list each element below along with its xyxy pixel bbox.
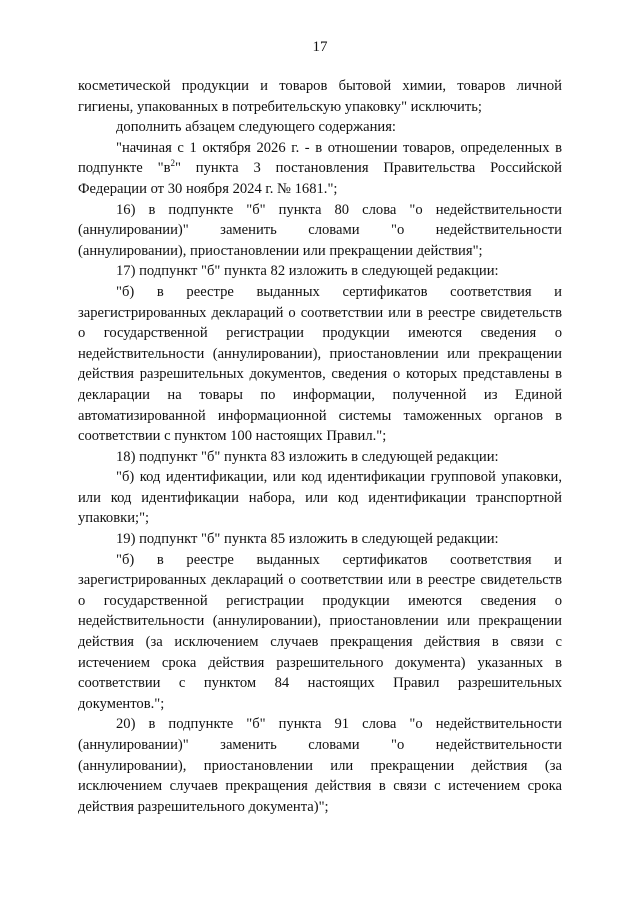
paragraph-5: 17) подпункт "б" пункта 82 изложить в следующей редакции: <box>116 263 499 280</box>
paragraph-7: 18) подпункт "б" пункта 83 изложить в следующей редакции: <box>116 448 499 465</box>
paragraph-11: 20) в подпункте "б" пункта 91 слова "о недействительности (аннулировании)" заменить словами "о недействительности (аннулировании), приостановлении или прекращении действия (за исключением случаев прекращения действия в связи с истечением срока действия разрешительного документа)"; <box>78 716 562 815</box>
superscript-2: 2 <box>170 158 175 169</box>
paragraph-10: "б) в реестре выданных сертификатов соответствия и зарегистрированных деклараций о соответствии или в реестре свидетельств о государственной регистрации продукции имеются сведения о недействительности (аннулировании), приостановлении или прекращении действия (за исключением случаев прекращения действия в связи с истечением срока действия разрешительного документа) указанных в соответствии с пунктом 84 настоящих Правил разрешительных документов."; <box>78 551 562 712</box>
paragraph-8: "б) код идентификации, или код идентификации групповой упаковки, или код идентификации набора, или код идентификации транспортной упаковки;"; <box>78 469 562 527</box>
paragraph-9: 19) подпункт "б" пункта 85 изложить в следующей редакции: <box>116 531 499 548</box>
document-body <box>78 76 562 817</box>
paragraph-1: косметической продукции и товаров бытовой химии, товаров личной гигиены, упакованных в потребительскую упаковку" исключить; <box>78 78 562 115</box>
paragraph-3-text-end: " пункта 3 постановления Правительства Российской Федерации от 30 ноября 2024 г. № 1681."; <box>78 160 562 197</box>
paragraph-3 <box>78 138 562 200</box>
paragraph-6: "б) в реестре выданных сертификатов соответствия и зарегистрированных деклараций о соответствии или в реестре свидетельств о государственной регистрации продукции имеются сведения о недействительности (аннулировании), приостановлении или прекращении действия разрешительных документов, сведения о которых представлены в декларации на товары по информации, полученной из Единой автоматизированной информационной системы таможенных органов в соответствии с пунктом 100 настоящих Правил."; <box>78 283 562 445</box>
paragraph-3-text-start: "начиная с 1 октября 2026 г. - в отношении товаров, определенных в подпункте "в <box>78 139 562 177</box>
paragraph-4: 16) в подпункте "б" пункта 80 слова "о недействительности (аннулировании)" заменить словами "о недействительности (аннулировании), приостановлении или прекращении действия"; <box>78 201 562 259</box>
paragraph-2: дополнить абзацем следующего содержания: <box>116 119 396 136</box>
page-number: 17 <box>312 39 328 55</box>
